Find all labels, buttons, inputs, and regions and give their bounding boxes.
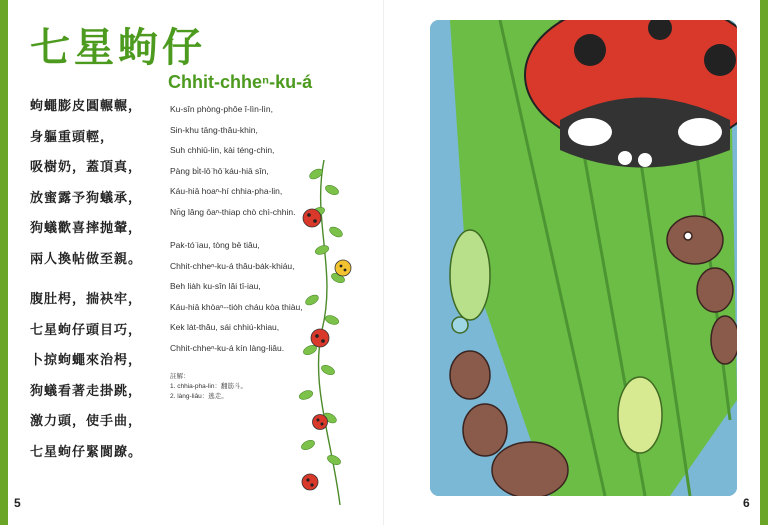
verse-line: 狗蟻看著走掛跳， xyxy=(30,383,143,399)
chinese-verse xyxy=(30,92,142,468)
verse-line: 兩人換帖做至親。 xyxy=(30,251,143,267)
verse-line: 蚼蠅膨皮圓輾輾， xyxy=(30,99,143,114)
vine-illustration xyxy=(282,160,362,505)
right-edge-bar xyxy=(760,0,768,525)
page-number-right: 6 xyxy=(743,496,750,510)
insect-illustration xyxy=(430,20,737,496)
romanized-line: Ku-sîn phòng-phôe î-lìn-lìn, xyxy=(170,104,274,114)
verse-line: 七星蚼仔頭目巧， xyxy=(30,322,143,338)
romanized-line: Chhit-chheⁿ-ku-á kín làng-liâu. xyxy=(170,342,285,353)
left-edge-bar xyxy=(0,0,8,525)
romanized-line: Sin-khu tāng-thâu-khin, xyxy=(170,124,258,135)
romanized-line: Nn̄g lâng ōaⁿ-thiap chò chì-chhin. xyxy=(170,206,296,217)
page-title: 七星蚼仔 xyxy=(30,25,206,71)
verse-line: 身軀重頭輕， xyxy=(30,129,115,145)
romanized-line: Chhit-chheⁿ-ku-á thâu-ba̍k-khiáu, xyxy=(170,260,295,271)
romanized-line: Kek la̍t-thâu, sái chhiú-khiau, xyxy=(170,322,280,332)
footnotes xyxy=(170,372,247,402)
ladybug-icon xyxy=(302,474,318,490)
ladybug-icon xyxy=(311,329,329,347)
verse-line: 放蜜露予狗蟻承， xyxy=(30,190,143,206)
romanized-line: Káu-hiā khòaⁿ--tio̍h cháu kòa thiàu, xyxy=(170,301,303,312)
footnote-item: 1. chhia-pha-lin：翻筋斗。 xyxy=(170,383,247,390)
romanized-line: Beh lia̍h ku-sîn lâi tī-iau, xyxy=(170,281,261,291)
page-number-left: 5 xyxy=(14,496,21,510)
romanized-line: Pak-tó͘ iau, tòng bē tiâu, xyxy=(170,240,260,250)
page-gutter xyxy=(383,0,384,525)
romanized-line: Káu-hiā hoaⁿ-hí chhia-pha-lin, xyxy=(170,186,283,196)
aphid-icon xyxy=(618,377,662,453)
footnotes-heading: 註解： xyxy=(170,373,190,380)
verse-line: 腹肚枵，揣袂牢， xyxy=(30,292,143,307)
ladybug-icon xyxy=(303,209,321,227)
romanized-line: Suh chhiū-lin, kài téng-chin, xyxy=(170,145,275,155)
verse-line: 狗蟻歡喜摔抛輦， xyxy=(30,221,143,236)
verse-line: 七星蚼仔緊閬蹽。 xyxy=(30,444,143,460)
verse-line: 吸樹奶，蓋頂真， xyxy=(30,160,143,175)
ladybug-icon xyxy=(335,260,351,276)
romanized-title: Chhit-chheⁿ-ku-á xyxy=(168,72,313,92)
romanized-line: Pàng bi̍t-lō͘ hō͘ káu-hiā sîn, xyxy=(170,165,269,176)
ladybug-icon xyxy=(313,415,328,430)
footnote-item: 2. làng-liâu：逃走。 xyxy=(170,393,228,400)
verse-line: 激力頭，使手曲， xyxy=(30,414,143,429)
verse-line: 卜掠蚼蠅來治枵， xyxy=(30,353,143,368)
